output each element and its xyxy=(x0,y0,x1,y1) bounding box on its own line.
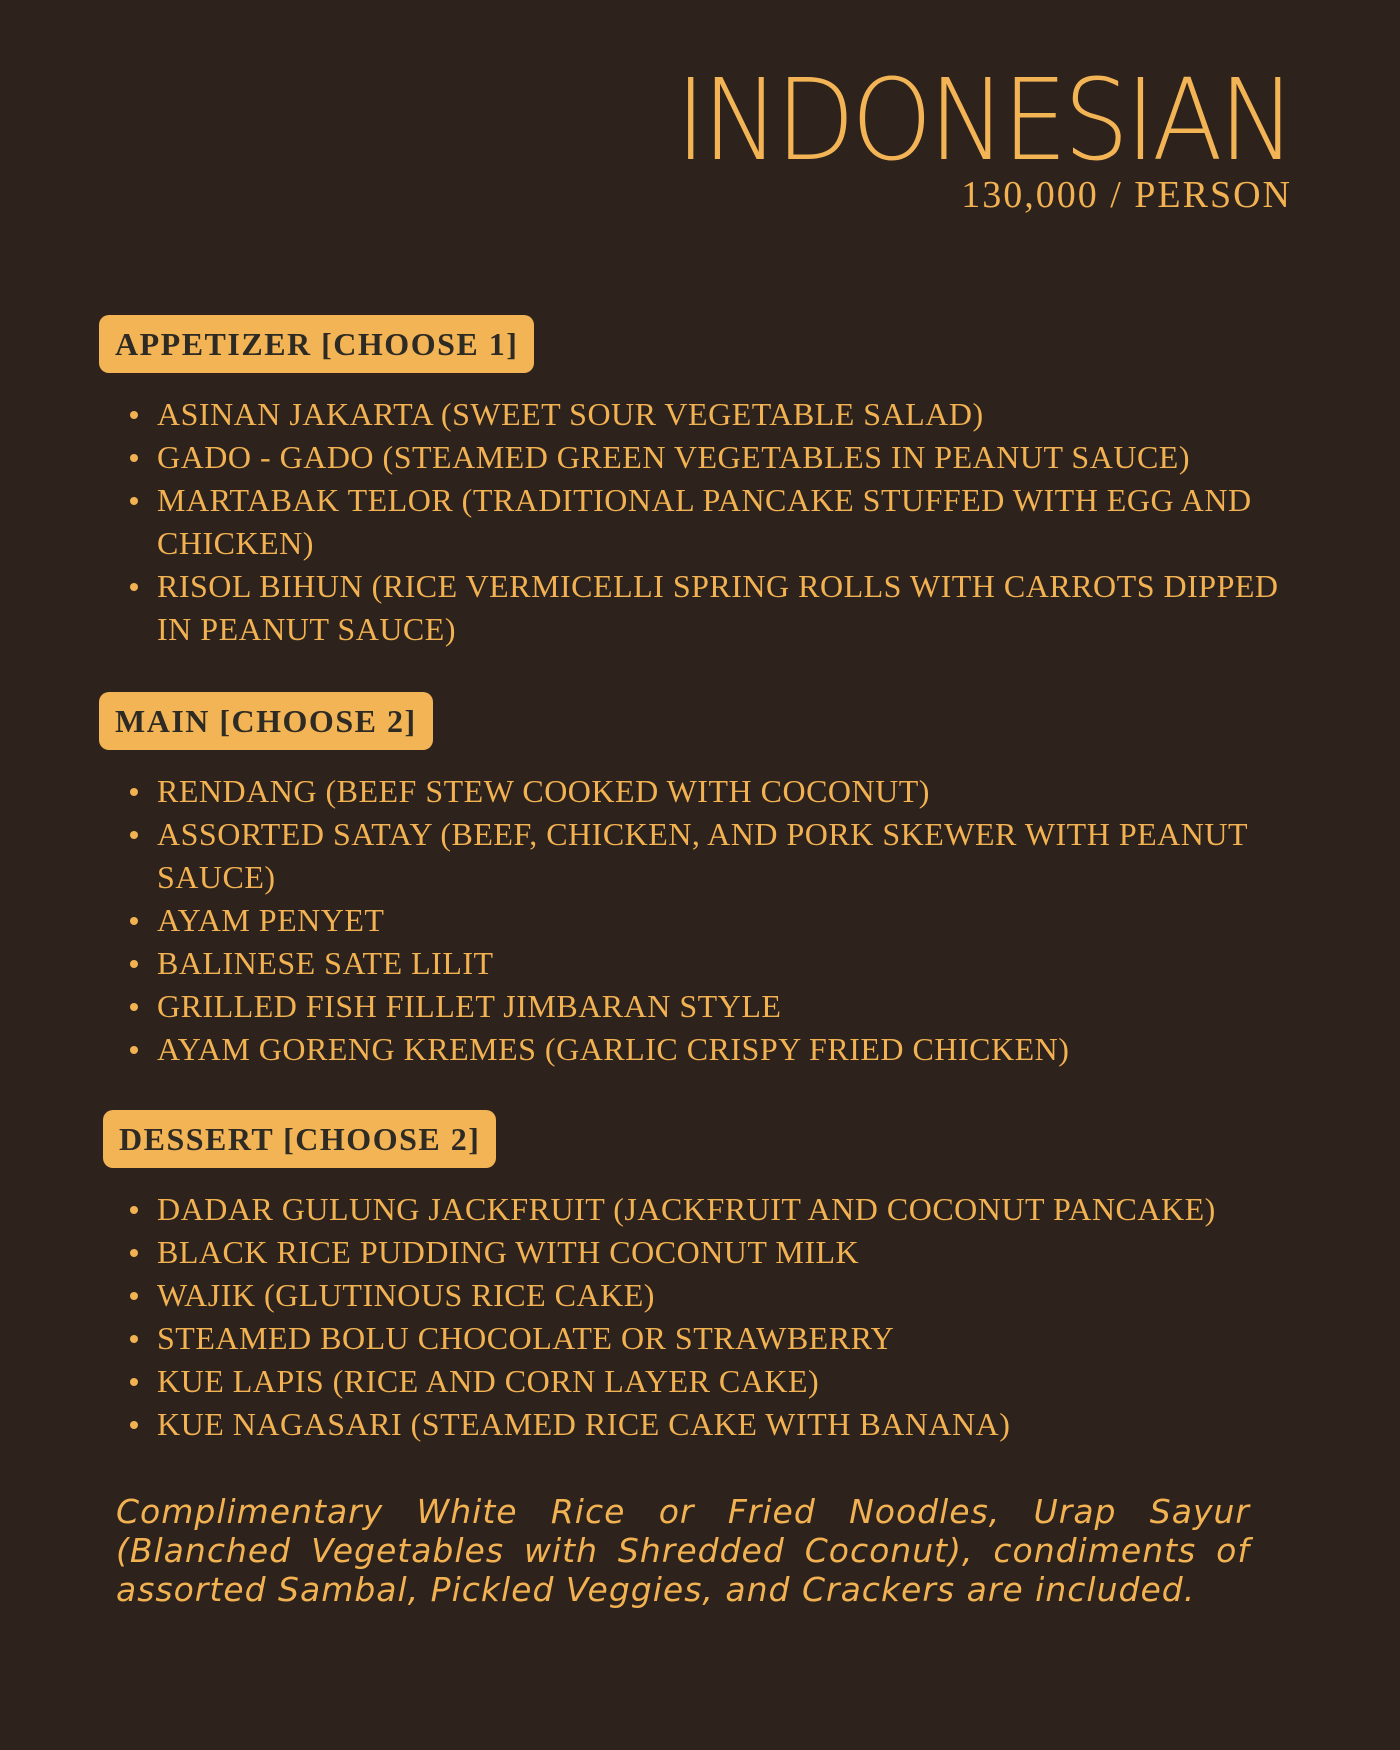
dessert-list xyxy=(103,1188,1283,1446)
appetizer-badge: APPETIZER [CHOOSE 1] xyxy=(99,315,534,373)
list-item: KUE NAGASARI (STEAMED RICE CAKE WITH BANANA) xyxy=(157,1403,1283,1446)
list-item: GRILLED FISH FILLET JIMBARAN STYLE xyxy=(157,985,1279,1028)
list-item: RISOL BIHUN (RICE VERMICELLI SPRING ROLLS WITH CARROTS DIPPED IN PEANUT SAUCE) xyxy=(157,565,1279,651)
list-item: STEAMED BOLU CHOCOLATE OR STRAWBERRY xyxy=(157,1317,1283,1360)
list-item: AYAM PENYET xyxy=(157,899,1279,942)
main-list xyxy=(99,770,1279,1071)
list-item: BLACK RICE PUDDING WITH COCONUT MILK xyxy=(157,1231,1283,1274)
list-item: BALINESE SATE LILIT xyxy=(157,942,1279,985)
main-badge: MAIN [CHOOSE 2] xyxy=(99,692,433,750)
list-item: DADAR GULUNG JACKFRUIT (JACKFRUIT AND COCONUT PANCAKE) xyxy=(157,1188,1283,1231)
menu-title: INDONESIAN xyxy=(675,56,1292,186)
dessert-section xyxy=(103,1110,1283,1446)
menu-price: 130,000 / PERSON xyxy=(961,174,1292,216)
menu-header xyxy=(622,56,1292,216)
complimentary-note: Complimentary White Rice or Fried Noodles, Urap Sayur (Blanched Vegetables with Shredded Coconut), condiments of assorted Sambal, Pickled Veggies, and Crackers are included. xyxy=(116,1492,1250,1609)
list-item: GADO - GADO (STEAMED GREEN VEGETABLES IN PEANUT SAUCE) xyxy=(157,436,1279,479)
list-item: KUE LAPIS (RICE AND CORN LAYER CAKE) xyxy=(157,1360,1283,1403)
list-item: RENDANG (BEEF STEW COOKED WITH COCONUT) xyxy=(157,770,1279,813)
list-item: AYAM GORENG KREMES (GARLIC CRISPY FRIED CHICKEN) xyxy=(157,1028,1279,1071)
list-item: ASINAN JAKARTA (SWEET SOUR VEGETABLE SALAD) xyxy=(157,393,1279,436)
list-item: MARTABAK TELOR (TRADITIONAL PANCAKE STUFFED WITH EGG AND CHICKEN) xyxy=(157,479,1279,565)
list-item: ASSORTED SATAY (BEEF, CHICKEN, AND PORK SKEWER WITH PEANUT SAUCE) xyxy=(157,813,1279,899)
appetizer-list xyxy=(99,393,1279,651)
appetizer-section xyxy=(99,315,1279,651)
list-item: WAJIK (GLUTINOUS RICE CAKE) xyxy=(157,1274,1283,1317)
main-section xyxy=(99,692,1279,1071)
dessert-badge: DESSERT [CHOOSE 2] xyxy=(103,1110,496,1168)
